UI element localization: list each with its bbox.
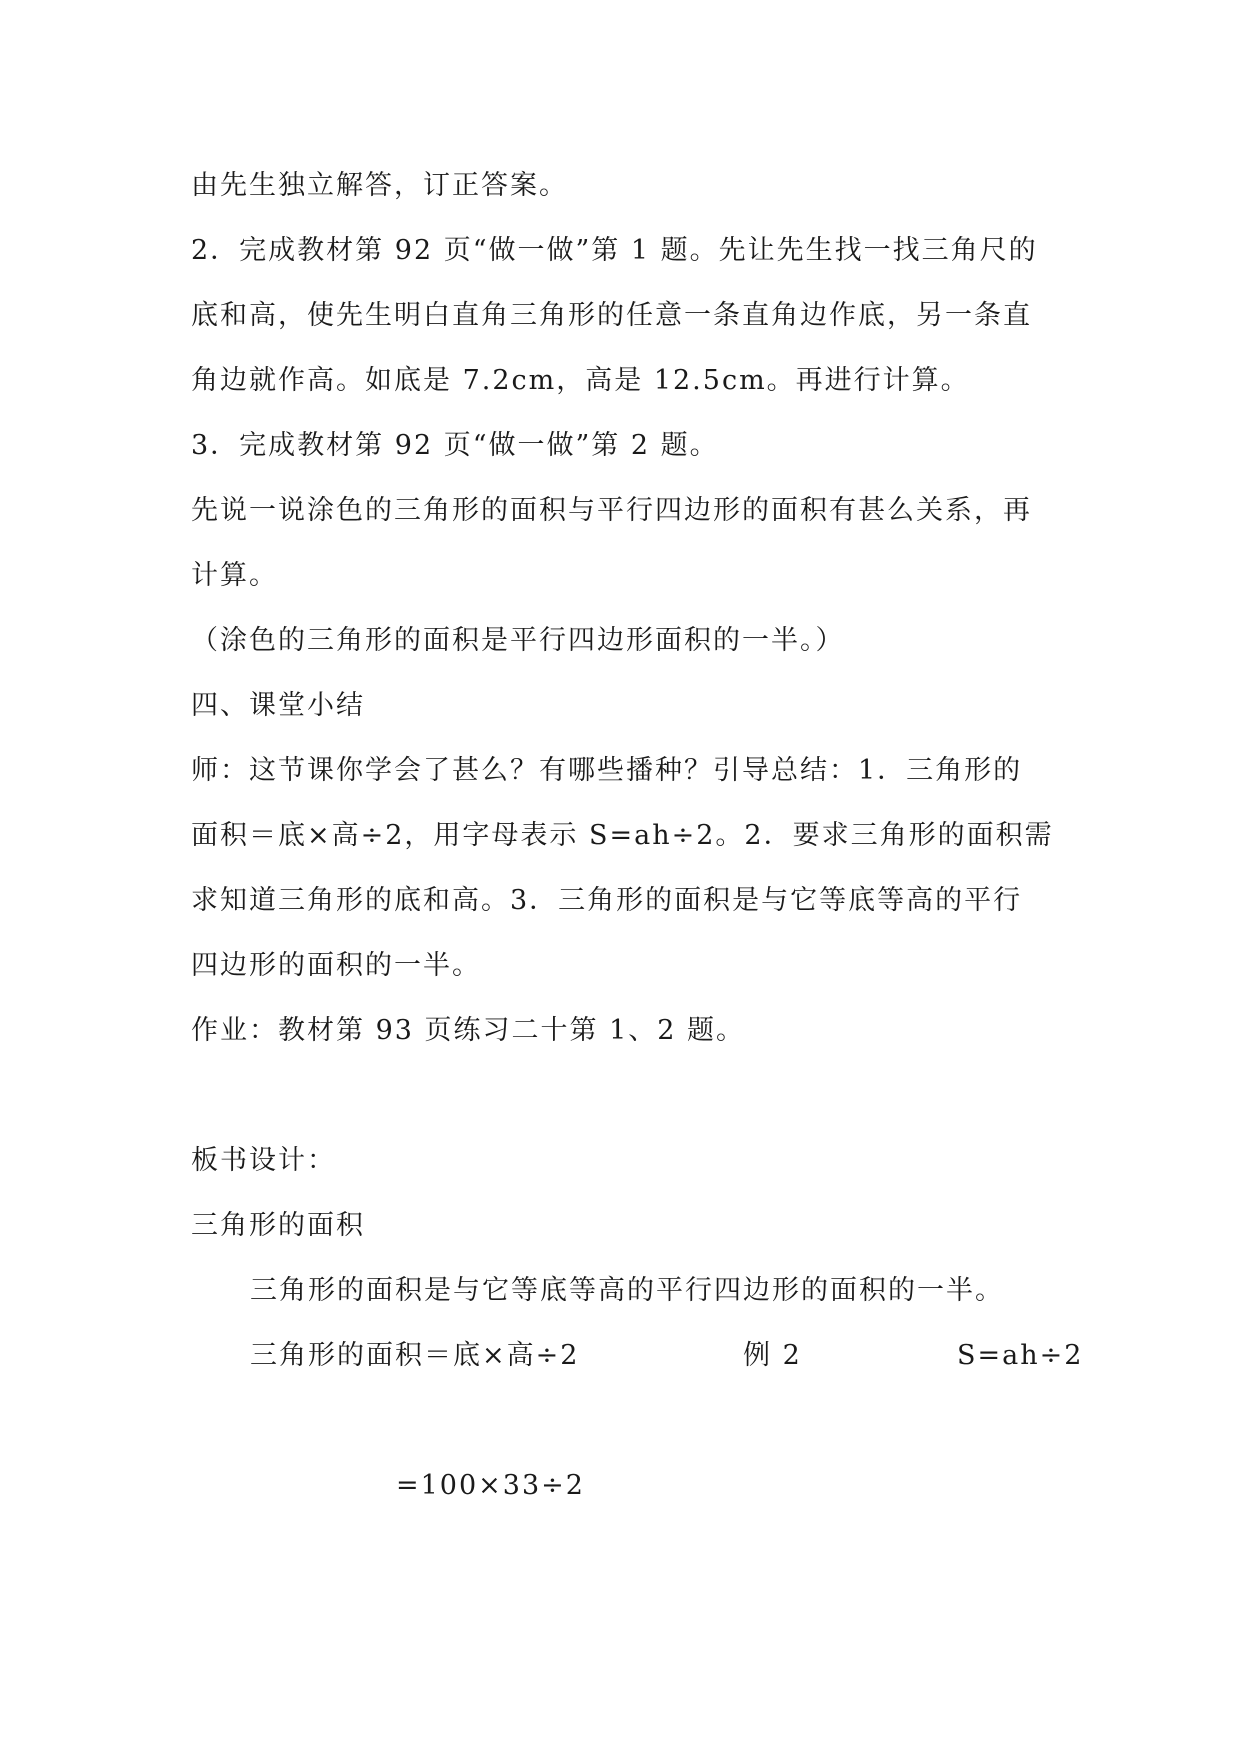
homework-line: 作业：教材第 93 页练习二十第 1、2 题。 xyxy=(191,1015,746,1046)
paragraph-line-11: 面积＝底×高÷2，用字母表示 S=ah÷2。2．要求三角形的面积需 xyxy=(191,820,1054,851)
board-formula-letters: S=ah÷2 xyxy=(957,1340,1084,1371)
paragraph-line-7: 计算。 xyxy=(191,560,278,591)
section-heading-summary: 四、课堂小结 xyxy=(191,690,365,721)
paragraph-line-1: 由先生独立解答，订正答案。 xyxy=(191,170,568,201)
board-heading: 板书设计： xyxy=(191,1145,336,1176)
paragraph-line-4: 角边就作高。如底是 7.2cm，高是 12.5cm。再进行计算。 xyxy=(191,365,970,396)
paragraph-line-13: 四边形的面积的一半。 xyxy=(191,950,481,981)
paragraph-line-12: 求知道三角形的底和高。3．三角形的面积是与它等底等高的平行 xyxy=(191,885,1023,916)
board-calculation: =100×33÷2 xyxy=(396,1470,585,1501)
paragraph-line-6: 先说一说涂色的三角形的面积与平行四边形的面积有甚么关系，再 xyxy=(191,495,1032,526)
paragraph-line-8: （涂色的三角形的面积是平行四边形面积的一半。） xyxy=(191,625,845,656)
board-formula-words: 三角形的面积＝底×高÷2 xyxy=(250,1340,580,1371)
board-title: 三角形的面积 xyxy=(191,1210,365,1241)
paragraph-line-3: 底和高，使先生明白直角三角形的任意一条直角边作底，另一条直 xyxy=(191,300,1032,331)
paragraph-line-10: 师：这节课你学会了甚么？有哪些播种？引导总结：1．三角形的 xyxy=(191,755,1023,786)
board-example-label: 例 2 xyxy=(743,1340,802,1371)
board-statement: 三角形的面积是与它等底等高的平行四边形的面积的一半。 xyxy=(250,1275,1004,1306)
paragraph-line-5: 3．完成教材第 92 页“做一做”第 2 题。 xyxy=(191,430,719,461)
paragraph-line-2: 2．完成教材第 92 页“做一做”第 1 题。先让先生找一找三角尺的 xyxy=(191,235,1038,266)
